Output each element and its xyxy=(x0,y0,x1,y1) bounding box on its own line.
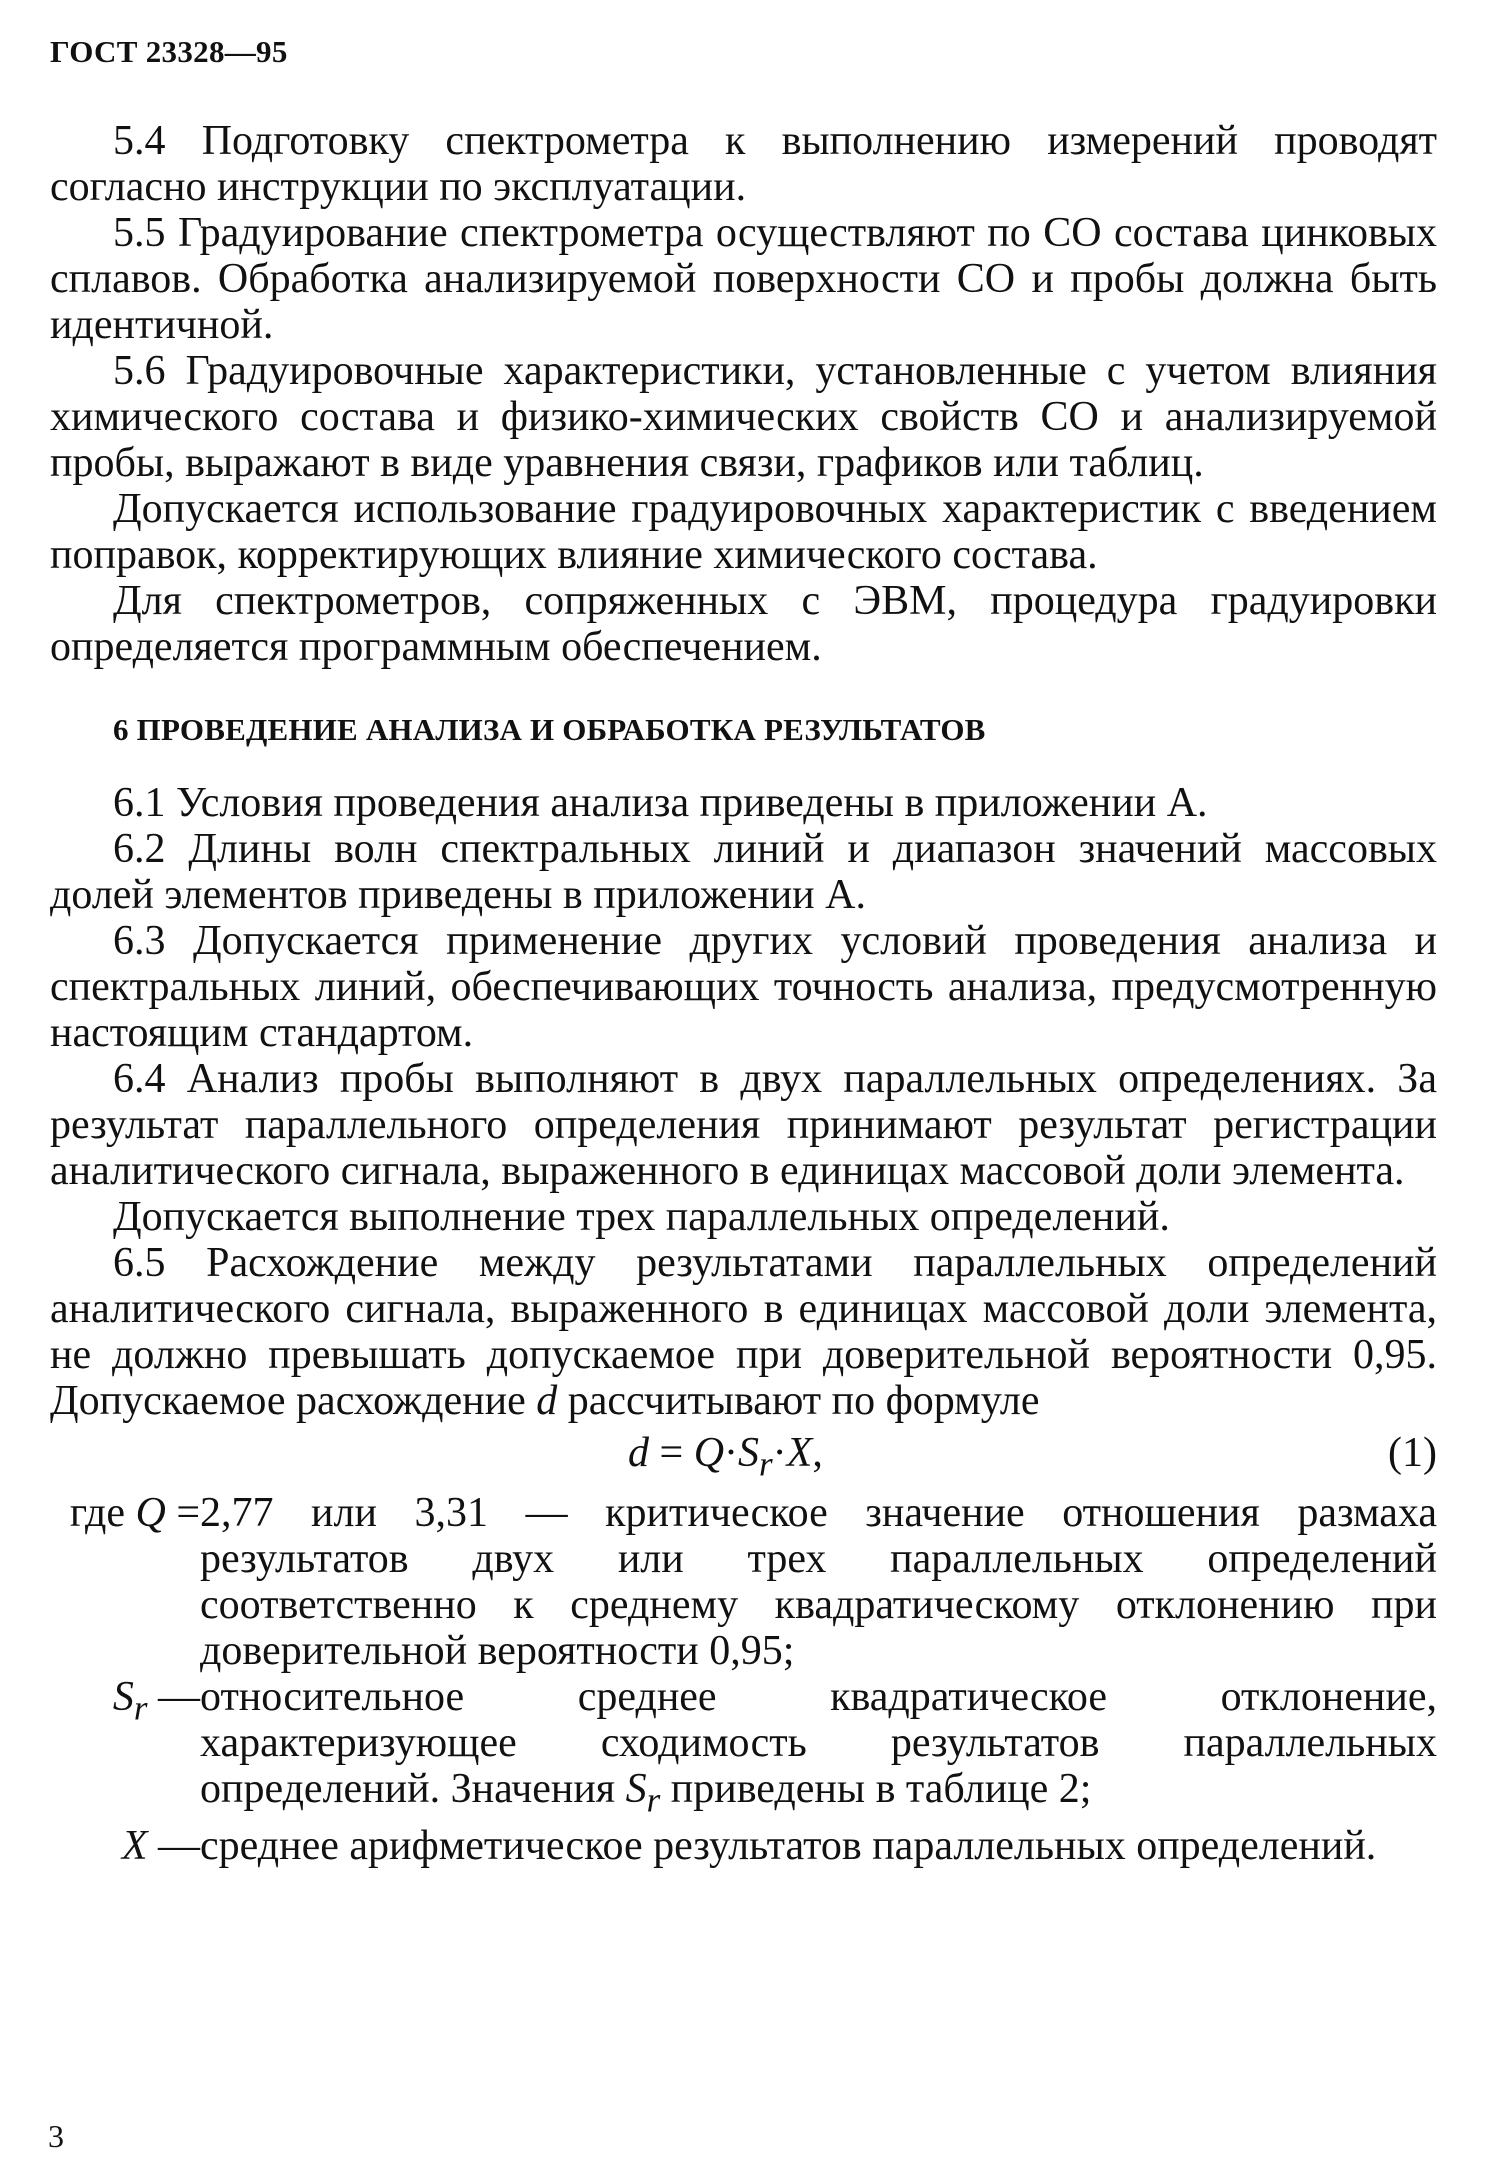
formula-1 xyxy=(50,1430,1437,1484)
variable-s-subscript: r xyxy=(133,1688,148,1728)
definition-q xyxy=(50,1490,1437,1674)
definition-x-text: среднее арифметическое результатов параллельных определений. xyxy=(200,1823,1377,1870)
page-number: 3 xyxy=(48,2118,64,2154)
formula-comma: , xyxy=(812,1430,823,1476)
paragraph-5-4: 5.4 Подготовку спектрометра к выполнению измерений проводят согласно инструкции по эксплуатации. xyxy=(50,118,1437,210)
document-body xyxy=(50,118,1437,1869)
definition-q-equals: = xyxy=(165,1490,200,1536)
paragraph-6-5-text: 6.5 Расхождение между результатами параллельных определений аналитического сигнала, выраженного в единицах массовой доли элемента, не должно превышать допускаемое при доверительной вероятности 0,95. Допускаемое расхождение xyxy=(50,1240,1437,1424)
definition-x xyxy=(50,1823,1437,1869)
formula-s-subscript: r xyxy=(759,1444,773,1484)
formula-expression xyxy=(628,1430,823,1487)
paragraph-6-5 xyxy=(50,1240,1437,1424)
variable-s-inline: S xyxy=(625,1766,647,1812)
variable-x: X xyxy=(121,1823,148,1870)
formula-lhs: d xyxy=(628,1430,649,1476)
formula-number: (1) xyxy=(1388,1430,1437,1476)
definition-x-term xyxy=(50,1823,200,1869)
definition-q-term xyxy=(50,1490,200,1536)
paragraph-6-1: 6.1 Условия проведения анализа приведены в приложении А. xyxy=(113,780,1208,826)
formula-x: X xyxy=(786,1430,813,1476)
paragraph-5-5: 5.5 Градуирование спектрометра осуществляют по СО состава цинковых сплавов. Обработка анализируемой поверхности СО и пробы должна быть идентичной. xyxy=(50,210,1437,348)
formula-dot-1: · xyxy=(724,1430,739,1476)
definitions-block xyxy=(50,1490,1437,1869)
variable-d: d xyxy=(536,1378,558,1424)
definition-sr-dash: — xyxy=(147,1674,200,1720)
variable-s-inline-subscript: r xyxy=(646,1780,661,1820)
paragraph-5-6-computer: Для спектрометров, сопряженных с ЭВМ, процедура градуировки определяется программным обеспечением. xyxy=(50,578,1437,670)
formula-s: S xyxy=(738,1430,760,1476)
definition-sr-text-2: приведены в таблице 2; xyxy=(660,1766,1092,1812)
definition-q-text: 2,77 или 3,31 — критическое значение отношения размаха результатов двух или трех параллельных определений соответственно к среднему квадратическому отклонению при доверительной вероятности 0,95; xyxy=(200,1490,1437,1674)
definition-sr-text xyxy=(200,1674,1437,1823)
paragraph-6-4-note: Допускается выполнение трех параллельных определений. xyxy=(113,1194,1170,1240)
formula-equals: = xyxy=(649,1430,694,1476)
paragraph-5-6-note: Допускается использование градуировочных характеристик с введением поправок, корректирующих влияние химического состава. xyxy=(50,486,1437,578)
paragraph-5-6: 5.6 Градуировочные характеристики, установленные с учетом влияния химического состава и физико-химических свойств СО и анализируемой пробы, выражают в виде уравнения связи, графиков или таблиц. xyxy=(50,348,1437,486)
where-label: где xyxy=(69,1490,136,1536)
definition-x-dash: — xyxy=(147,1823,200,1870)
standard-header: ГОСТ 23328—95 xyxy=(50,34,288,69)
formula-dot-2: · xyxy=(772,1430,787,1476)
definition-sr xyxy=(50,1674,1437,1823)
paragraph-6-2: 6.2 Длины волн спектральных линий и диапазон значений массовых долей элементов приведены в приложении А. xyxy=(50,826,1437,918)
variable-q: Q xyxy=(135,1490,166,1536)
paragraph-6-4: 6.4 Анализ пробы выполняют в двух параллельных определениях. За результат параллельного определения принимают результат регистрации аналитического сигнала, выраженного в единицах массовой доли элемента. xyxy=(50,1056,1437,1194)
section-6-heading: 6 ПРОВЕДЕНИЕ АНАЛИЗА И ОБРАБОТКА РЕЗУЛЬТАТОВ xyxy=(113,712,986,747)
paragraph-6-5-tail: рассчитывают по формуле xyxy=(557,1378,1040,1424)
formula-q: Q xyxy=(693,1430,725,1476)
variable-s: S xyxy=(112,1674,134,1720)
paragraph-6-3: 6.3 Допускается применение других условий проведения анализа и спектральных линий, обеспечивающих точность анализа, предусмотренную настоящим стандартом. xyxy=(50,918,1437,1056)
definition-sr-text-1: относительное среднее квадратическое отклонение, характеризующее сходимость результатов параллельных определений. Значения xyxy=(200,1674,1437,1812)
definition-sr-term xyxy=(50,1674,200,1731)
